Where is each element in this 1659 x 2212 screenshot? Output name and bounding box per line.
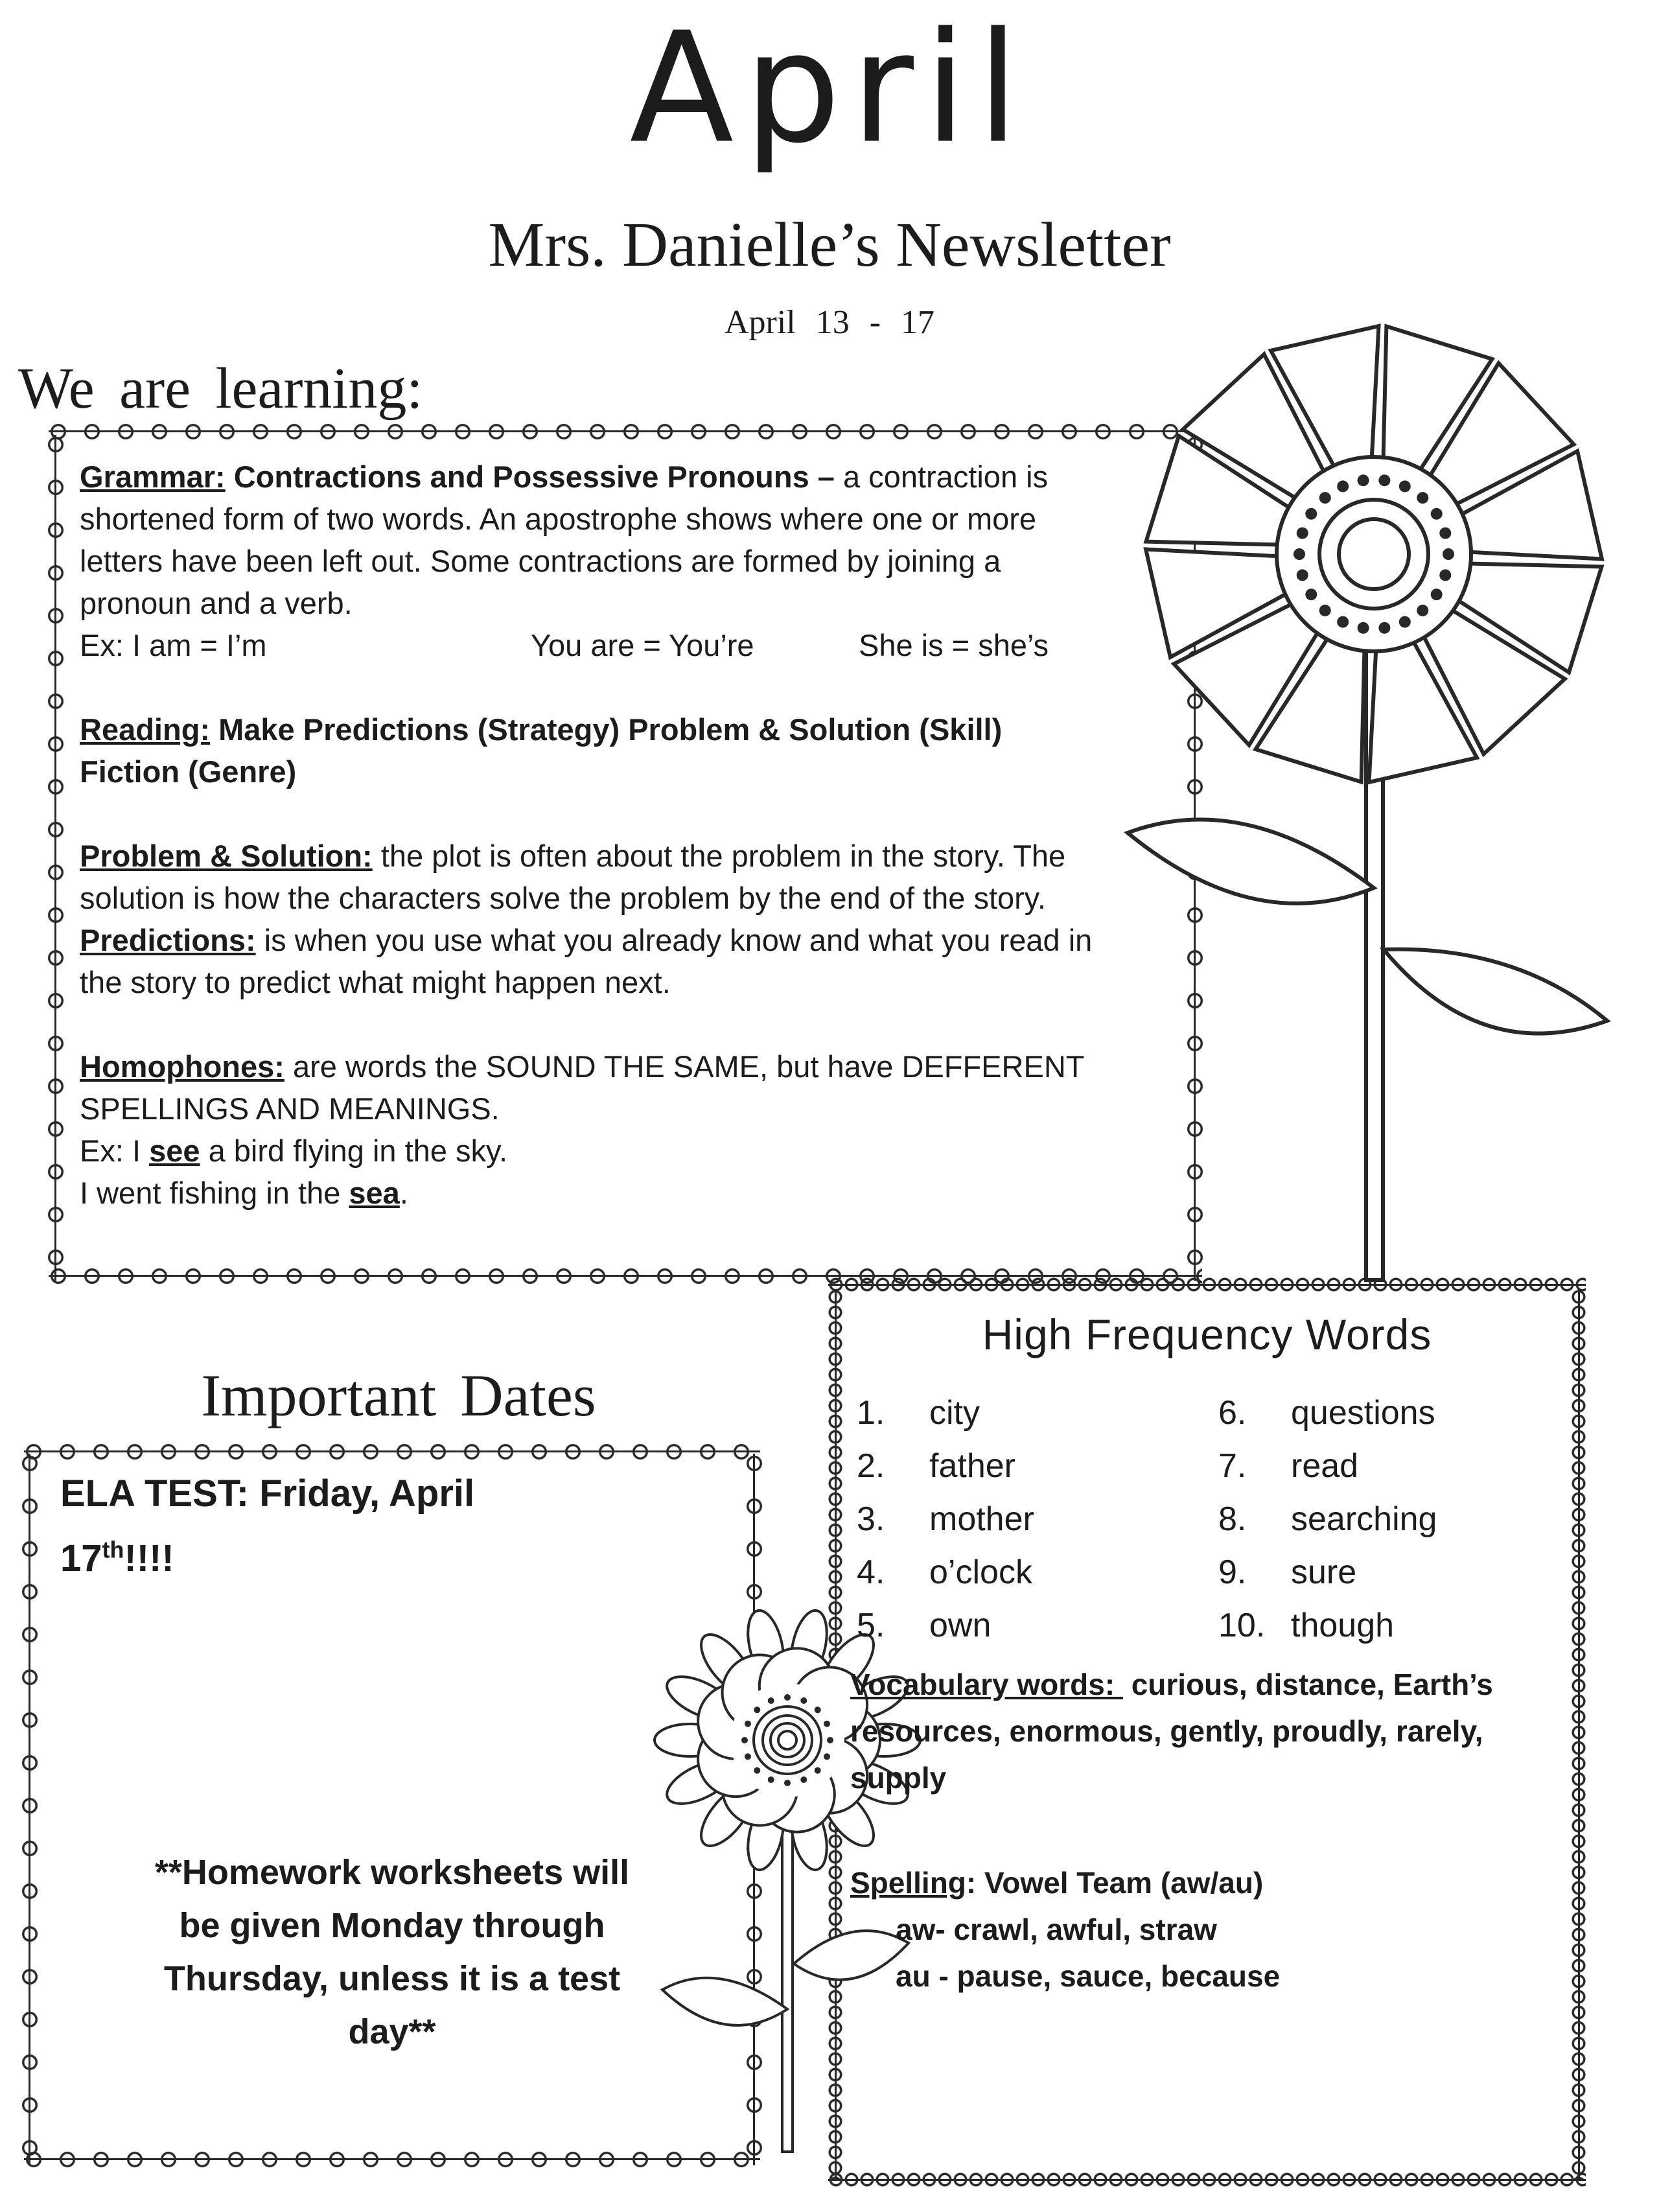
- homophones-line: SPELLINGS AND MEANINGS.: [80, 1091, 500, 1126]
- reading-text: Make Predictions (Strategy) Problem & Solution (Skill): [210, 712, 1003, 747]
- example-text: .: [399, 1176, 408, 1210]
- item-word: mother: [929, 1500, 1034, 1538]
- predictions-line: the story to predict what might happen next.: [80, 965, 671, 999]
- ela-test-note: [29, 1447, 755, 1591]
- grammar-line: pronoun and a verb.: [80, 586, 353, 620]
- learning-heading: We are learning:: [18, 356, 423, 421]
- spelling-line: [850, 1859, 1563, 1906]
- item-number: 2.: [857, 1447, 885, 1485]
- vocabulary-words: curious, distance, Earth’s: [1122, 1668, 1493, 1701]
- example-text: a bird flying in the sky.: [200, 1134, 508, 1168]
- high-frequency-words-heading: High Frequency Words: [982, 1310, 1432, 1358]
- list-item: [1218, 1386, 1437, 1439]
- item-number: 3.: [857, 1500, 885, 1538]
- homophones-example-1: [80, 1130, 1176, 1172]
- ela-date-number: 17: [60, 1537, 102, 1579]
- item-word: o’clock: [929, 1554, 1032, 1591]
- date-range: April 13 - 17: [724, 304, 935, 341]
- scallop-border-bottom: [828, 2172, 1586, 2187]
- vocabulary-line: resources, enormous, gently, proudly, rarely,: [850, 1714, 1483, 1748]
- homophones-label: Homophones:: [80, 1049, 284, 1084]
- flower-leaf-right: [1384, 949, 1607, 1034]
- list-item: [857, 1386, 1034, 1439]
- item-word: searching: [1291, 1500, 1437, 1538]
- list-item: [1218, 1546, 1437, 1599]
- vocabulary-line: [850, 1661, 1570, 1708]
- example-text: I went fishing in the: [80, 1176, 349, 1210]
- ela-exclamations: !!!!: [124, 1537, 174, 1579]
- predictions-line: [80, 919, 1176, 961]
- item-number: 6.: [1218, 1394, 1247, 1432]
- vocabulary-section: [850, 1661, 1570, 1801]
- list-item: [857, 1493, 1034, 1546]
- flower-center-inner: [1339, 519, 1409, 589]
- problem-solution-text: the plot is often about the problem in the story. The: [372, 839, 1066, 873]
- item-number: 8.: [1218, 1500, 1247, 1538]
- item-word: father: [929, 1447, 1015, 1485]
- problem-solution-line: [80, 835, 1176, 877]
- homophones-example-2: [80, 1172, 1176, 1214]
- item-number: 5.: [857, 1607, 885, 1644]
- predictions-text: is when you use what you already know and what you read in: [255, 923, 1093, 957]
- grammar-topic: Contractions and Possessive Pronouns –: [225, 460, 835, 494]
- homophones-text: are words the SOUND THE SAME, but have DEFFERENT: [284, 1049, 1085, 1084]
- item-word: read: [1291, 1447, 1359, 1485]
- reading-line: [80, 708, 1176, 751]
- scallop-border-right: [1572, 1289, 1586, 2180]
- spelling-section: [850, 1859, 1563, 1999]
- hfw-column-1: [857, 1386, 1034, 1652]
- item-number: 10.: [1218, 1607, 1266, 1644]
- list-item: [857, 1599, 1034, 1652]
- item-word: city: [929, 1394, 980, 1432]
- example-text: Ex: I: [80, 1134, 150, 1168]
- homophones-line: [80, 1045, 1176, 1088]
- spelling-line: aw- crawl, awful, straw: [896, 1913, 1217, 1946]
- grammar-line: shortened form of two words. An apostrophe shows where one or more: [80, 502, 1037, 536]
- month-title: April: [629, 0, 1030, 177]
- list-item: [857, 1546, 1034, 1599]
- example-word-see: see: [149, 1134, 200, 1168]
- example-i-am: Ex: I am = I’m: [80, 628, 267, 662]
- spacer: [80, 1003, 1176, 1045]
- vocabulary-line: supply: [850, 1761, 947, 1795]
- contraction-examples: [80, 624, 1176, 666]
- item-word: though: [1291, 1607, 1395, 1644]
- grammar-line: [80, 456, 1176, 498]
- problem-solution-label: Problem & Solution:: [80, 839, 373, 873]
- item-word: own: [929, 1607, 992, 1644]
- homework-note: [29, 1846, 755, 2058]
- homework-note-line: be given Monday through: [179, 1906, 605, 1945]
- grammar-label: Grammar:: [80, 460, 226, 494]
- list-item: [1218, 1599, 1437, 1652]
- vocabulary-label: Vocabulary words:: [850, 1668, 1123, 1701]
- homework-note-line: day**: [348, 2012, 436, 2051]
- item-number: 1.: [857, 1394, 885, 1432]
- spelling-topic: : Vowel Team (aw/au): [966, 1866, 1264, 1900]
- hfw-column-2: [1218, 1386, 1437, 1652]
- grammar-line: letters have been left out. Some contractions are formed by joining a: [80, 544, 1001, 578]
- learning-box-content: [55, 431, 1196, 1214]
- spacer: [80, 666, 1176, 708]
- reading-line: Fiction (Genre): [80, 754, 297, 789]
- example-you-are: You are = You’re: [531, 628, 754, 662]
- item-number: 7.: [1218, 1447, 1247, 1485]
- important-dates-box: [29, 1447, 755, 2161]
- high-frequency-words-box: [836, 1286, 1578, 2178]
- spelling-label: Spelling: [850, 1866, 966, 1900]
- reading-label: Reading:: [80, 712, 211, 747]
- spelling-line: au - pause, sauce, because: [896, 1959, 1281, 1993]
- item-word: questions: [1291, 1394, 1435, 1432]
- grammar-text: a contraction is: [834, 460, 1049, 494]
- item-number: 9.: [1218, 1554, 1247, 1591]
- ela-date-ordinal: th: [102, 1536, 124, 1563]
- list-item: [1218, 1439, 1437, 1493]
- predictions-label: Predictions:: [80, 923, 256, 957]
- flower-center-inner: [778, 1731, 796, 1749]
- learning-box: [55, 431, 1196, 1277]
- problem-solution-line: solution is how the characters solve the problem by the end of the story.: [80, 881, 1046, 915]
- example-she-is: She is = she’s: [859, 628, 1049, 662]
- item-word: sure: [1291, 1554, 1357, 1591]
- newsletter-title: Mrs. Danielle’s Newsletter: [488, 210, 1171, 280]
- homework-note-line: **Homework worksheets will: [154, 1853, 630, 1892]
- important-dates-heading: Important Dates: [201, 1362, 596, 1428]
- ela-test-line1: ELA TEST: Friday, April: [60, 1473, 475, 1515]
- example-word-sea: sea: [349, 1176, 400, 1210]
- item-number: 4.: [857, 1554, 885, 1591]
- spacer: [80, 793, 1176, 835]
- homework-note-line: Thursday, unless it is a test: [163, 1959, 621, 1998]
- ela-test-line2: [60, 1526, 755, 1591]
- list-item: [1218, 1493, 1437, 1546]
- list-item: [857, 1439, 1034, 1493]
